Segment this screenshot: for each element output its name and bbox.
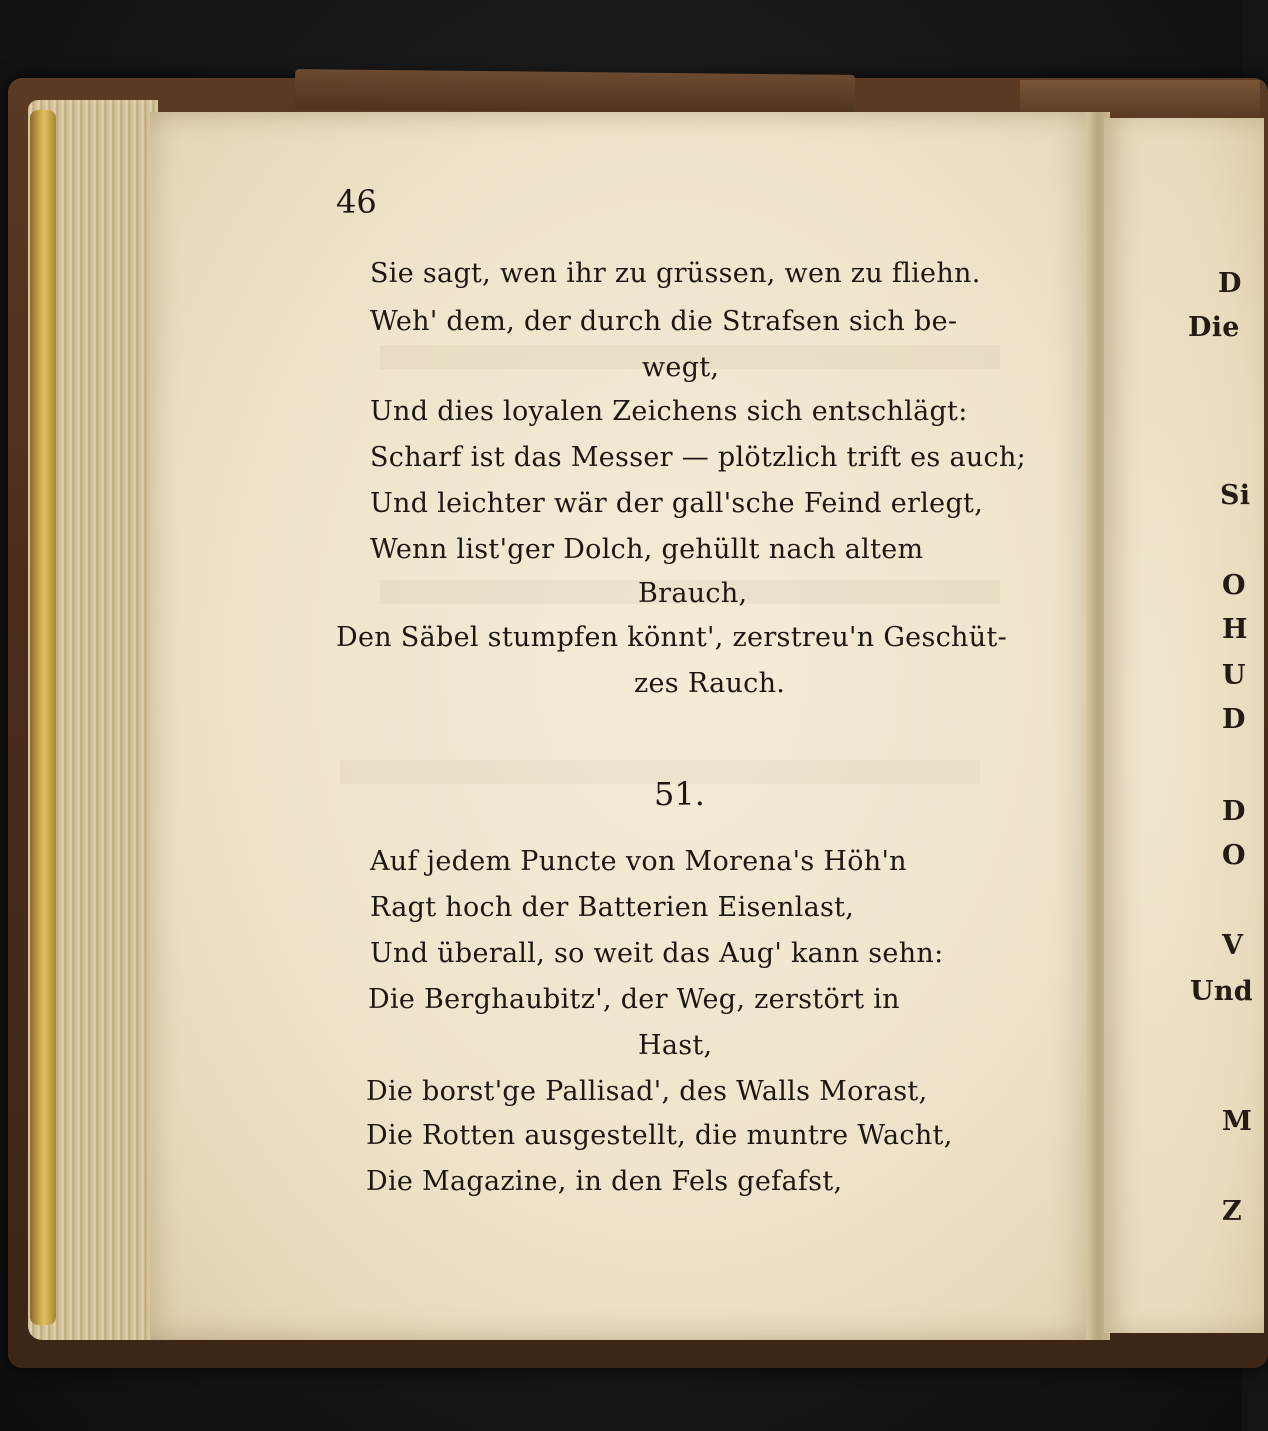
right-page-fragment: U xyxy=(1222,660,1246,691)
verse-line: Auf jedem Puncte von Morena's Höh'n xyxy=(370,846,907,877)
verse-line: Die Rotten ausgestellt, die muntre Wacht, xyxy=(366,1120,953,1151)
verse-line: wegt, xyxy=(642,352,720,383)
verse-line: Die borst'ge Pallisad', des Walls Morast, xyxy=(366,1076,928,1107)
verse-line: Die Magazine, in den Fels gefafst, xyxy=(366,1166,843,1197)
right-page-fragment: Und xyxy=(1190,976,1253,1007)
cover-torn-top xyxy=(295,69,855,115)
right-page-fragment: Die xyxy=(1188,312,1240,343)
verse-line: Und überall, so weit das Aug' kann sehn: xyxy=(370,938,944,969)
right-page-fragment: M xyxy=(1222,1106,1253,1137)
verse-line: Wenn list'ger Dolch, gehüllt nach altem xyxy=(370,534,924,565)
left-page xyxy=(150,112,1098,1340)
right-page-fragment: O xyxy=(1222,570,1246,601)
verse-line: Hast, xyxy=(638,1030,713,1061)
verse-line: zes Rauch. xyxy=(634,668,786,699)
verse-line: Den Säbel stumpfen könnt', zerstreu'n Geschüt- xyxy=(336,622,1007,653)
verse-line: Scharf ist das Messer — plötzlich trift es auch; xyxy=(370,442,1027,473)
right-page-fragment: D xyxy=(1222,704,1246,735)
right-page-fragment: Z xyxy=(1222,1196,1243,1227)
right-page-fragment: D xyxy=(1218,268,1242,299)
verse-line: Sie sagt, wen ihr zu grüssen, wen zu fliehn. xyxy=(370,258,981,289)
verse-line: Weh' dem, der durch die Strafsen sich be- xyxy=(370,306,958,337)
right-page-fragment: V xyxy=(1222,930,1244,961)
verse-line: Und dies loyalen Zeichens sich entschlägt: xyxy=(370,396,968,427)
right-page-fragment: H xyxy=(1222,614,1248,645)
page-number: 46 xyxy=(336,183,377,221)
stanza-number: 51. xyxy=(654,775,705,813)
gilt-edge xyxy=(30,110,56,1325)
right-page-fragment: O xyxy=(1222,840,1246,871)
verse-line: Ragt hoch der Batterien Eisenlast, xyxy=(370,892,855,923)
verse-line: Die Berghaubitz', der Weg, zerstört in xyxy=(368,984,900,1015)
right-page-fragment: Si xyxy=(1220,480,1251,511)
verse-line: Brauch, xyxy=(638,578,748,609)
verse-line: Und leichter wär der gall'sche Feind erlegt, xyxy=(370,488,984,519)
right-page-fragment: D xyxy=(1222,796,1246,827)
